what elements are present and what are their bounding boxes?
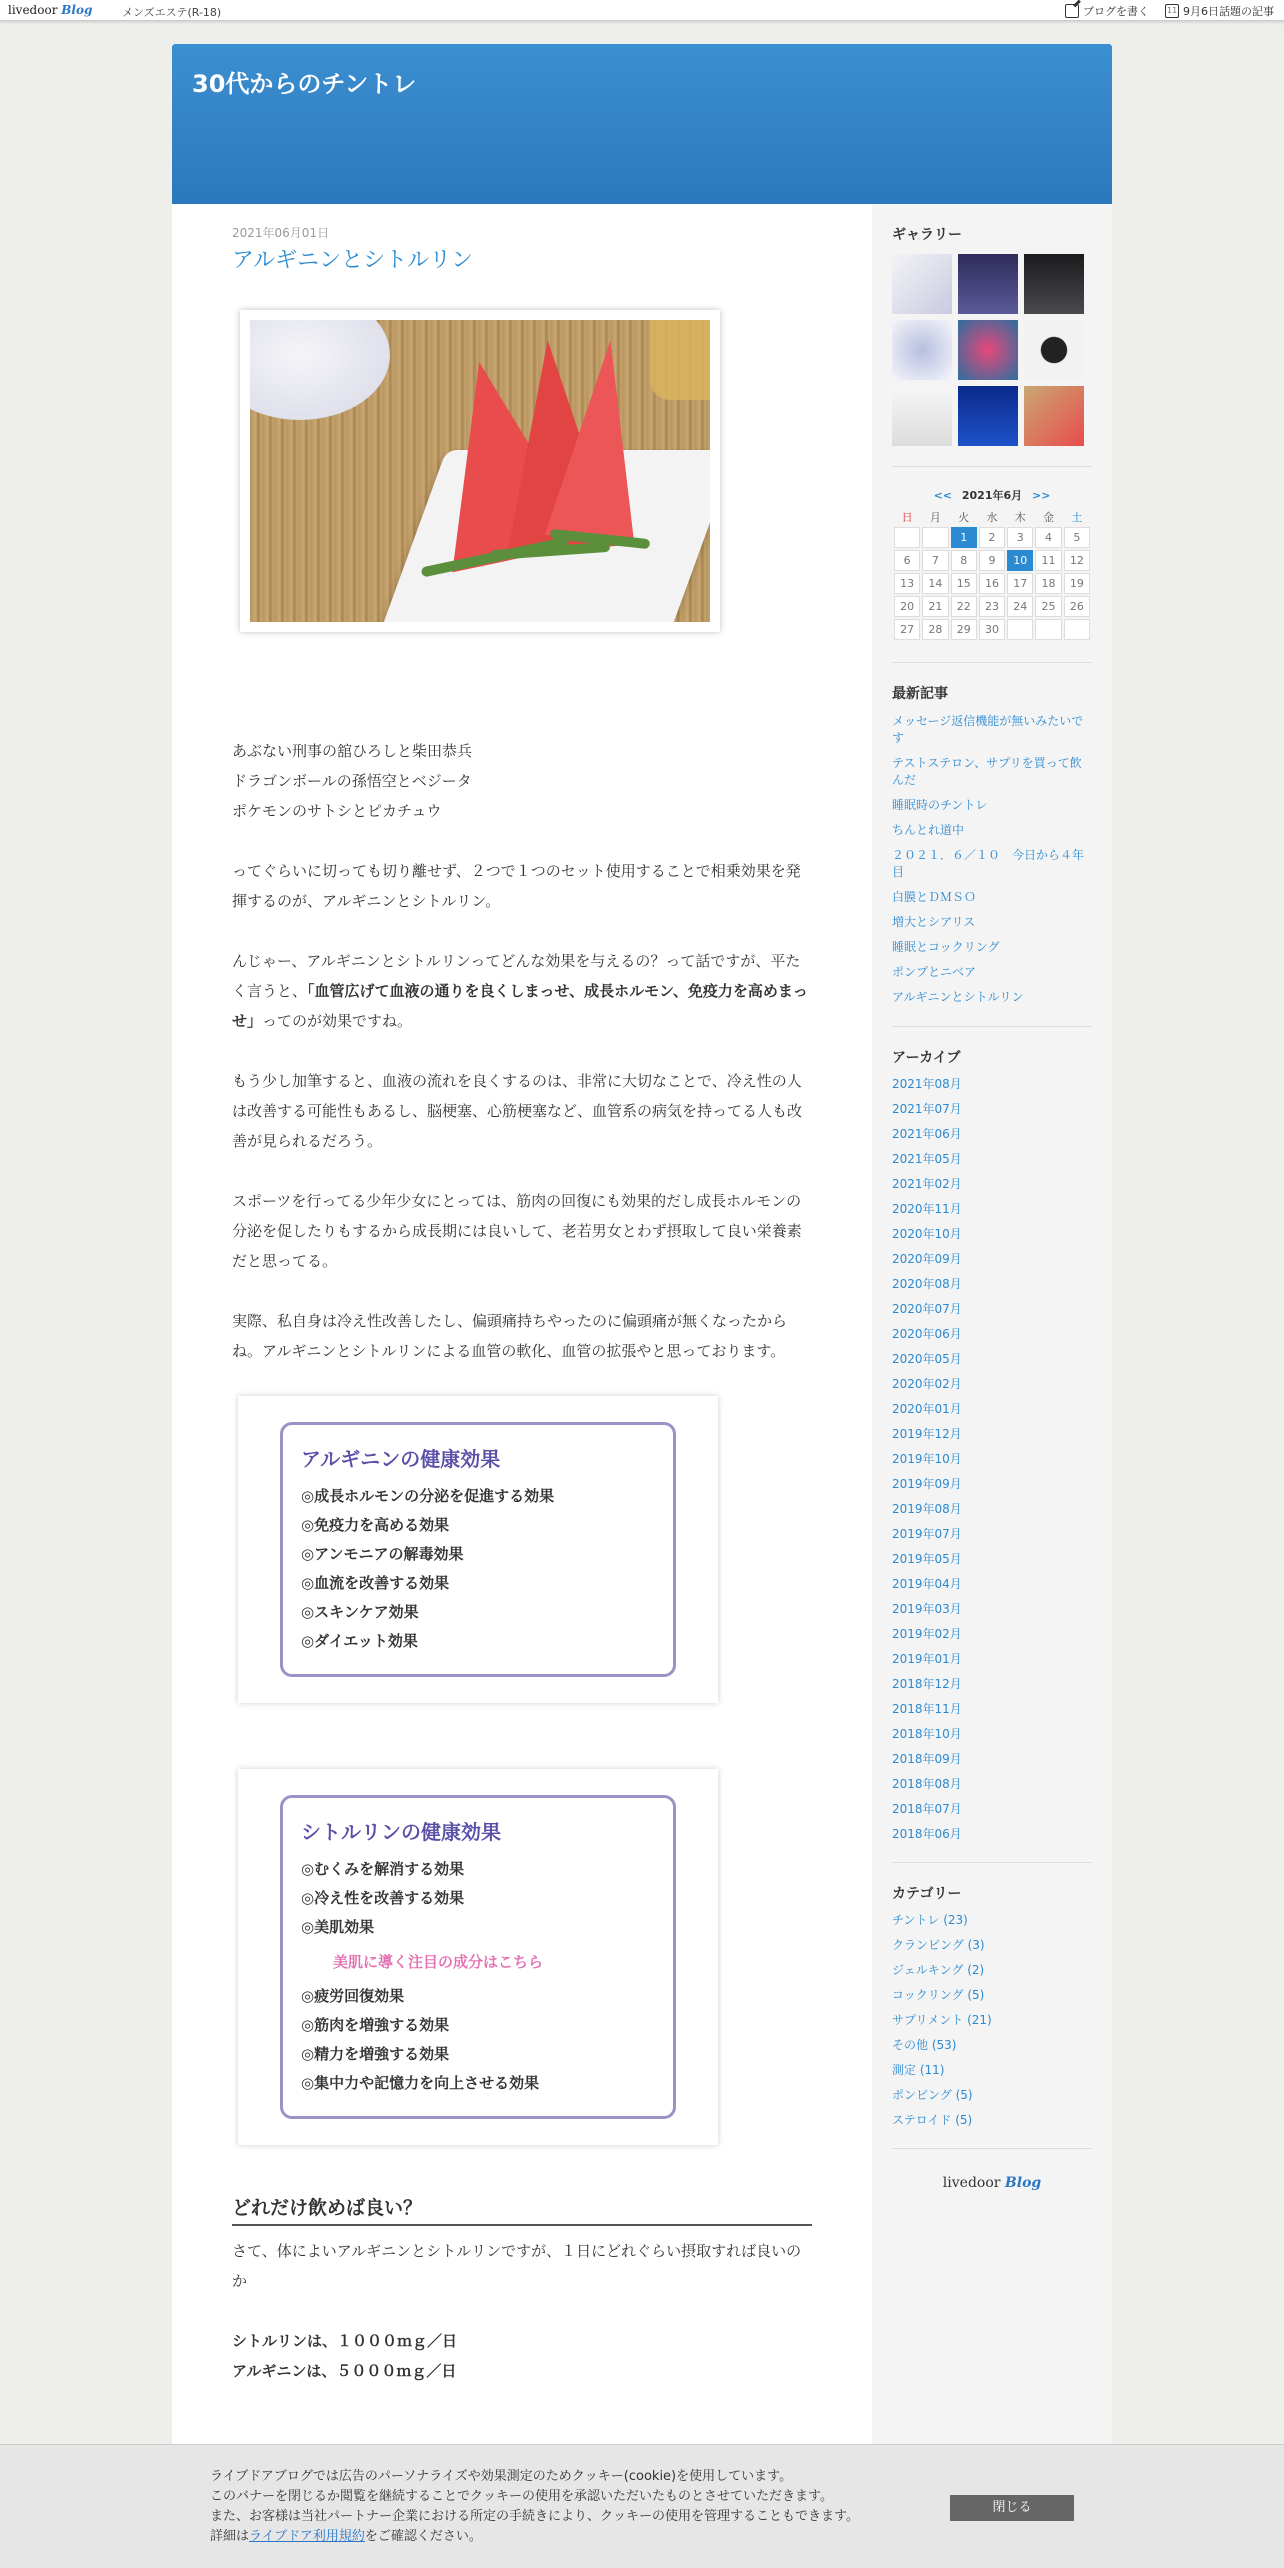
- archive-link[interactable]: 2019年05月: [892, 1552, 962, 1566]
- arginine-effects-image: アルギニンの健康効果 ◎成長ホルモンの分泌を促進する効果 ◎免疫力を高める効果 ◎アンモニアの解毒効果 ◎血流を改善する効果 ◎スキンケア効果 ◎ダイエット効果: [238, 1396, 718, 1703]
- category-link[interactable]: その他 (53): [892, 2038, 957, 2052]
- gallery-thumb[interactable]: [958, 386, 1018, 446]
- category-link[interactable]: ポンピング (5): [892, 2088, 973, 2102]
- calendar-day: 6: [894, 550, 920, 571]
- calendar-day: 28: [922, 619, 948, 640]
- calendar-day: 24: [1007, 596, 1033, 617]
- calendar-next[interactable]: >>: [1031, 489, 1051, 502]
- calendar-day: 4: [1035, 527, 1061, 548]
- category-link[interactable]: ジェルキング (2): [892, 1963, 985, 1977]
- calendar-day: 18: [1035, 573, 1061, 594]
- blog-header: [172, 44, 1112, 204]
- archive-link[interactable]: 2020年07月: [892, 1302, 962, 1316]
- calendar-day: [894, 527, 920, 548]
- calendar-day: 19: [1064, 573, 1090, 594]
- category-link[interactable]: サプリメント (21): [892, 2013, 992, 2027]
- archive-link[interactable]: 2021年05月: [892, 1152, 962, 1166]
- archive-list: [892, 1077, 1092, 1842]
- recent-article-link[interactable]: 睡眠時のチントレ: [892, 798, 988, 812]
- archive-link[interactable]: 2021年06月: [892, 1127, 962, 1141]
- calendar-day: 12: [1064, 550, 1090, 571]
- gallery-thumb[interactable]: [1024, 320, 1084, 380]
- site-title[interactable]: 30代からのチントレ: [192, 70, 417, 98]
- gallery: [892, 254, 1092, 446]
- dosage: シトルリンは、１０００ｍｇ／日 アルギニンは、５０００ｍｇ／日: [232, 2332, 458, 2380]
- calendar-day: 23: [979, 596, 1005, 617]
- gallery-thumb[interactable]: [892, 386, 952, 446]
- paragraph-5: 実際、私自身は冷え性改善したし、偏頭痛持ちやったのに偏頭痛が無くなったからね。アルギニンとシトルリンによる血管の軟化、血管の拡張やと思っております。: [232, 1312, 788, 1360]
- calendar-day: 15: [951, 573, 977, 594]
- recent-article-link[interactable]: 睡眠とコックリング: [892, 940, 1000, 954]
- calendar-day: 30: [979, 619, 1005, 640]
- category-list: [892, 1913, 1092, 2128]
- calendar-day: 29: [951, 619, 977, 640]
- write-blog-link[interactable]: ブログを書く: [1065, 3, 1149, 19]
- gallery-heading: ギャラリー: [892, 227, 962, 243]
- archive-link[interactable]: 2020年09月: [892, 1252, 962, 1266]
- archive-link[interactable]: 2020年02月: [892, 1377, 962, 1391]
- calendar-header: << 2021年6月 >>: [933, 489, 1051, 502]
- sidebar: [872, 204, 1112, 2568]
- calendar-day: 26: [1064, 596, 1090, 617]
- cookie-banner: [0, 2444, 1284, 2568]
- category-link[interactable]: クランピング (3): [892, 1938, 985, 1952]
- livedoor-blog-footer-logo[interactable]: livedoor Blog: [942, 2175, 1042, 2191]
- archive-heading: アーカイブ: [892, 1050, 961, 1066]
- gallery-thumb[interactable]: [892, 320, 952, 380]
- trending-articles-link[interactable]: 11 9月6日話題の記事: [1165, 3, 1274, 19]
- recent-article-link[interactable]: メッセージ返信機能が無いみたいです: [892, 714, 1084, 745]
- archive-link[interactable]: 2019年08月: [892, 1502, 962, 1516]
- calendar-day: 9: [979, 550, 1005, 571]
- category-link[interactable]: 測定 (11): [892, 2063, 945, 2077]
- archive-link[interactable]: 2019年09月: [892, 1477, 962, 1491]
- archive-link[interactable]: 2021年02月: [892, 1177, 962, 1191]
- calendar: 日 月 火 水 木 金 土 1 2 3 4 5 6 7 8 9 10 11 12 13 14 15 16 17 18 19 20 21 22 23 24 25 26 27 28 29 30: [892, 507, 1092, 642]
- archive-link[interactable]: 2018年12月: [892, 1677, 962, 1691]
- archive-link[interactable]: 2019年12月: [892, 1427, 962, 1441]
- archive-link[interactable]: 2019年07月: [892, 1527, 962, 1541]
- cookie-close-button[interactable]: 閉じる: [950, 2495, 1074, 2521]
- calendar-day: 5: [1064, 527, 1090, 548]
- category-heading: カテゴリー: [892, 1886, 962, 1902]
- gallery-thumb[interactable]: [958, 254, 1018, 314]
- intro-lines: あぶない刑事の舘ひろしと柴田恭兵 ドラゴンボールの孫悟空とベジータ ポケモンのサトシとピカチュウ: [232, 742, 473, 820]
- archive-link[interactable]: 2018年06月: [892, 1827, 962, 1841]
- archive-link[interactable]: 2020年10月: [892, 1227, 962, 1241]
- pencil-icon: [1065, 4, 1079, 18]
- post-title[interactable]: アルギニンとシトルリン: [232, 248, 474, 273]
- blog-container: [172, 44, 1112, 2568]
- section-heading: どれだけ飲めば良い？: [232, 2193, 812, 2226]
- recent-article-link[interactable]: ２０２１．６／１０ 今日から４年目: [892, 848, 1085, 879]
- calendar-day: 3: [1007, 527, 1033, 548]
- archive-link[interactable]: 2018年07月: [892, 1802, 962, 1816]
- archive-link[interactable]: 2020年11月: [892, 1202, 962, 1216]
- archive-link[interactable]: 2021年08月: [892, 1077, 962, 1091]
- calendar-day: 7: [922, 550, 948, 571]
- archive-link[interactable]: 2018年10月: [892, 1727, 962, 1741]
- top-bar: [0, 0, 1284, 21]
- calendar-icon: [1165, 4, 1179, 18]
- recent-heading: 最新記事: [892, 686, 948, 702]
- category-link[interactable]: ステロイド (5): [892, 2113, 973, 2127]
- archive-link[interactable]: 2020年08月: [892, 1277, 962, 1291]
- terms-link[interactable]: ライブドア利用規約: [249, 2529, 365, 2544]
- cookie-notice: ライブドアブログでは広告のパーソナライズや効果測定のためクッキー(cookie)を使用しています。 このバナーを閉じるか閲覧を継続することでクッキーの使用を承認いただいたものとさせていただきます。 また、お客様は当社パートナー企業における所定の手続きにより、クッキーの使用を管理することもできます。 詳細はライブドア利用規約をご確認ください。: [210, 2469, 859, 2544]
- archive-link[interactable]: 2018年11月: [892, 1702, 962, 1716]
- calendar-day: 11: [1035, 550, 1061, 571]
- archive-link[interactable]: 2018年08月: [892, 1777, 962, 1791]
- calendar-day: 21: [922, 596, 948, 617]
- archive-link[interactable]: 2019年03月: [892, 1602, 962, 1616]
- archive-link[interactable]: 2019年01月: [892, 1652, 962, 1666]
- calendar-day-link[interactable]: 1: [951, 527, 977, 548]
- recent-article-link[interactable]: 白膜とＤＭＳＯ: [892, 890, 977, 904]
- calendar-day: 13: [894, 573, 920, 594]
- recent-list: [892, 713, 1092, 1006]
- blog-category-link[interactable]: メンズエステ(R-18): [122, 6, 222, 19]
- archive-link[interactable]: 2019年04月: [892, 1577, 962, 1591]
- paragraph-6: さて、体によいアルギニンとシトルリンですが、１日にどれぐらい摂取すれば良いのか: [232, 2242, 802, 2290]
- calendar-day: 8: [951, 550, 977, 571]
- livedoor-blog-logo[interactable]: livedoor Blog: [8, 3, 93, 17]
- calendar-prev[interactable]: <<: [933, 489, 953, 502]
- article-photo[interactable]: [240, 310, 720, 632]
- watermelon-image: [250, 320, 710, 622]
- archive-link[interactable]: 2018年09月: [892, 1752, 962, 1766]
- archive-link[interactable]: 2019年02月: [892, 1627, 962, 1641]
- calendar-day-link[interactable]: 10: [1007, 550, 1033, 571]
- calendar-day: 20: [894, 596, 920, 617]
- calendar-day: [1064, 619, 1090, 640]
- category-link[interactable]: チントレ (23): [892, 1913, 968, 1927]
- calendar-day: [1007, 619, 1033, 640]
- calendar-day: 27: [894, 619, 920, 640]
- calendar-day: 14: [922, 573, 948, 594]
- calendar-day: 22: [951, 596, 977, 617]
- recent-article-link[interactable]: アルギニンとシトルリン: [892, 990, 1024, 1004]
- paragraph-1: ってぐらいに切っても切り離せず、２つで１つのセット使用することで相乗効果を発揮するのが、アルギニンとシトルリン。: [232, 862, 801, 910]
- calendar-day: [1035, 619, 1061, 640]
- article: [232, 224, 812, 2416]
- archive-link[interactable]: 2020年05月: [892, 1352, 962, 1366]
- calendar-day: [922, 527, 948, 548]
- archive-link[interactable]: 2020年01月: [892, 1402, 962, 1416]
- gallery-thumb[interactable]: [1024, 386, 1084, 446]
- paragraph-2: んじゃー、アルギニンとシトルリンってどんな効果を与えるの？って話ですが、平たく言うと、「血管広げて血液の通りを良くしまっせ、成長ホルモン、免疫力を高めまっせ」ってのが効果ですね。: [232, 952, 808, 1030]
- citrulline-effects-image: シトルリンの健康効果 ◎むくみを解消する効果 ◎冷え性を改善する効果 ◎美肌効果 美肌に導く注目の成分はこちら ◎疲労回復効果 ◎筋肉を増強する効果 ◎精力を増強する効果 ◎集中力や記憶力を向上させる効果: [238, 1769, 718, 2145]
- recent-article-link[interactable]: 増大とシアリス: [892, 915, 976, 929]
- archive-link[interactable]: 2021年07月: [892, 1102, 962, 1116]
- archive-link[interactable]: 2019年10月: [892, 1452, 962, 1466]
- post-date: 2021年06月01日: [232, 226, 330, 240]
- calendar-day: 16: [979, 573, 1005, 594]
- paragraph-3: もう少し加筆すると、血液の流れを良くするのは、非常に大切なことで、冷え性の人は改善する可能性もあるし、脳梗塞、心筋梗塞など、血管系の病気を持ってる人も改善が見られるだろう。: [232, 1072, 803, 1150]
- recent-article-link[interactable]: ちんとれ道中: [892, 823, 965, 837]
- archive-link[interactable]: 2020年06月: [892, 1327, 962, 1341]
- calendar-day: 2: [979, 527, 1005, 548]
- paragraph-4: スポーツを行ってる少年少女にとっては、筋肉の回復にも効果的だし成長ホルモンの分泌を促したりもするから成長期には良いして、老若男女とわず摂取して良い栄養素だと思ってる。: [232, 1192, 802, 1270]
- calendar-day: 17: [1007, 573, 1033, 594]
- gallery-thumb[interactable]: [958, 320, 1018, 380]
- calendar-day: 25: [1035, 596, 1061, 617]
- category-link[interactable]: コックリング (5): [892, 1988, 985, 2002]
- recent-article-link[interactable]: ポンプとニベア: [892, 965, 977, 979]
- recent-article-link[interactable]: テストステロン、サプリを買って飲んだ: [892, 756, 1082, 787]
- gallery-thumb[interactable]: [892, 254, 952, 314]
- gallery-thumb[interactable]: [1024, 254, 1084, 314]
